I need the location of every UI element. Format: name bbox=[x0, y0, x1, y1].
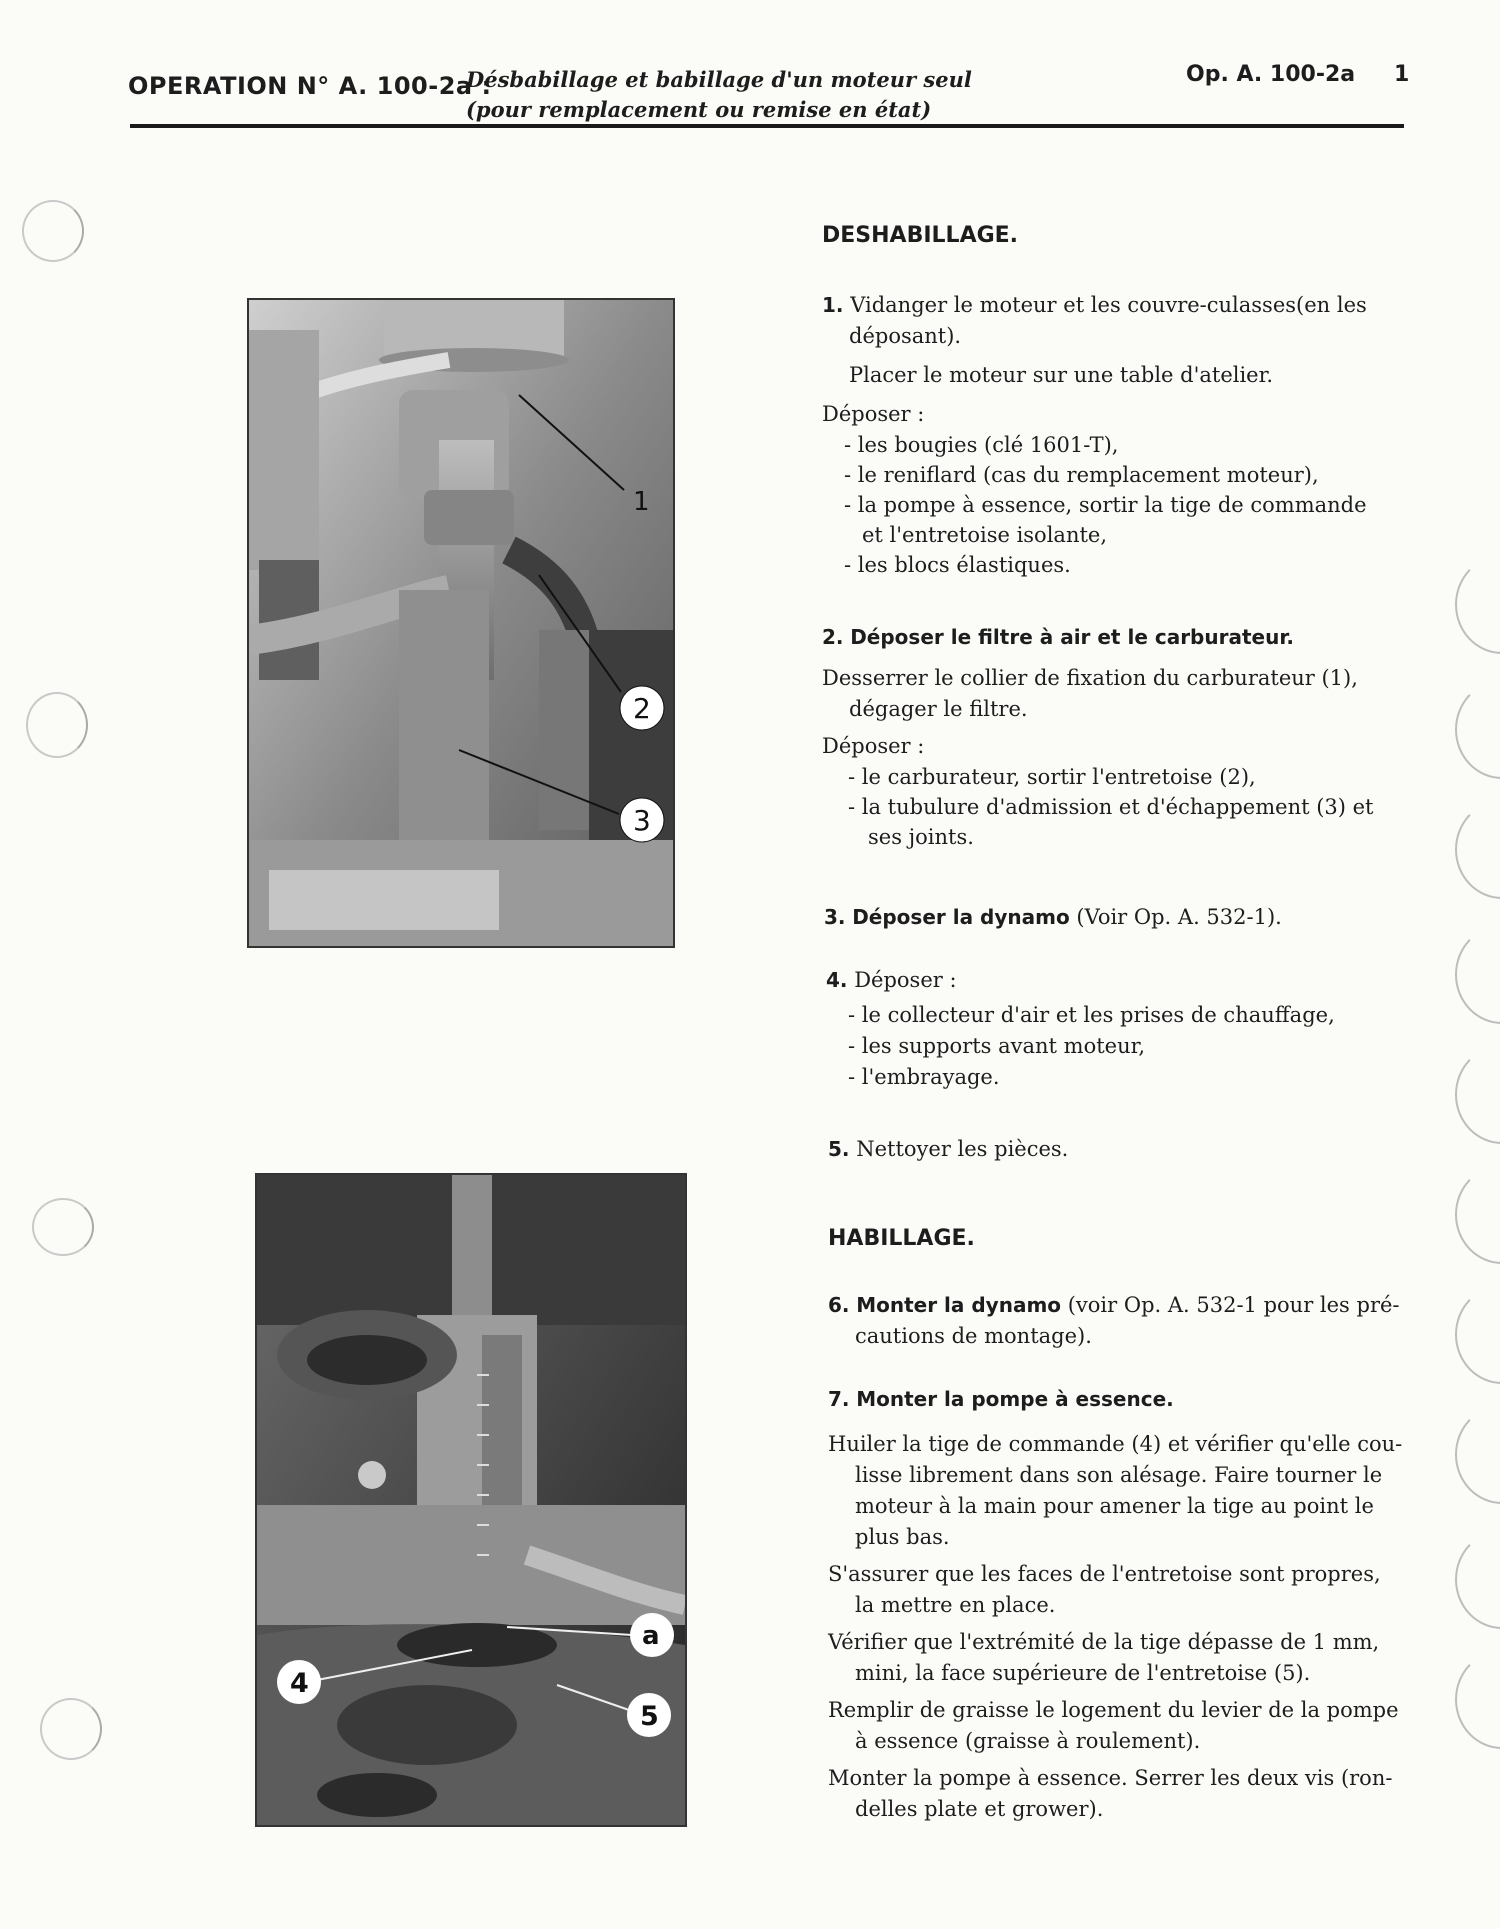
paragraph-line: delles plate et grower). bbox=[855, 1797, 1104, 1821]
step-4-bullet-list bbox=[826, 1000, 1406, 1093]
step-1-bullet-list bbox=[822, 430, 1402, 580]
paragraph-line: la mettre en place. bbox=[855, 1593, 1056, 1617]
step-3 bbox=[824, 902, 1404, 933]
binder-hole bbox=[22, 200, 84, 262]
step-2-deposer-label: Déposer : bbox=[822, 734, 925, 758]
paragraph-line: Huiler la tige de commande (4) et vérifier qu'elle cou- bbox=[828, 1432, 1403, 1456]
paragraph-line: moteur à la main pour amener la tige au point le bbox=[855, 1494, 1374, 1518]
operation-number: OPERATION N° A. 100-2a : bbox=[128, 72, 492, 100]
step-2-bullet-list bbox=[822, 762, 1402, 852]
callout-2: 2 bbox=[633, 692, 651, 725]
step-7-paragraph bbox=[828, 1763, 1428, 1825]
section-title-habillage: HABILLAGE. bbox=[828, 1226, 975, 1251]
step-1-text-3: Placer le moteur sur une table d'atelier. bbox=[849, 363, 1274, 387]
step-7-paragraph bbox=[828, 1559, 1428, 1621]
list-item: - le collecteur d'air et les prises de chauffage, bbox=[848, 1003, 1335, 1027]
step-3-text: (Voir Op. A. 532-1). bbox=[1076, 905, 1282, 929]
callout-3: 3 bbox=[633, 804, 651, 837]
paragraph-line: Monter la pompe à essence. Serrer les deux vis (ron- bbox=[828, 1766, 1393, 1790]
index-tab-arc bbox=[1455, 1285, 1500, 1384]
binder-hole bbox=[26, 692, 88, 758]
index-tab-arc bbox=[1455, 1165, 1500, 1264]
step-3-title: Déposer la dynamo bbox=[852, 905, 1070, 929]
step-1-line bbox=[822, 290, 1402, 321]
step-6 bbox=[828, 1290, 1408, 1352]
step-number: 1. bbox=[822, 293, 844, 317]
list-item: - la tubulure d'admission et d'échappement (3) et bbox=[848, 795, 1374, 819]
step-1-text-continued: déposant). bbox=[849, 324, 962, 348]
step-7-paragraph bbox=[828, 1429, 1428, 1553]
step-6-title: Monter la dynamo bbox=[856, 1293, 1062, 1317]
callout-5: 5 bbox=[640, 1701, 659, 1732]
binder-hole bbox=[40, 1698, 102, 1760]
callout-1: 1 bbox=[633, 487, 650, 517]
step-2-title: Déposer le filtre à air et le carburateur. bbox=[850, 625, 1294, 649]
step-7-paragraph bbox=[828, 1695, 1428, 1757]
step-1-text: Vidanger le moteur et les couvre-culasses(en les bbox=[850, 293, 1367, 317]
step-1 bbox=[822, 290, 1402, 580]
list-item: - l'embrayage. bbox=[848, 1065, 1000, 1089]
paragraph-line: S'assurer que les faces de l'entretoise sont propres, bbox=[828, 1562, 1381, 1586]
step-7-paragraph bbox=[828, 1627, 1428, 1689]
page-number: 1 bbox=[1394, 62, 1410, 87]
section-title-deshabillage: DESHABILLAGE. bbox=[822, 223, 1019, 248]
list-item: et l'entretoise isolante, bbox=[862, 523, 1108, 547]
step-4-text: Déposer : bbox=[854, 968, 957, 992]
paragraph-line: à essence (graisse à roulement). bbox=[855, 1729, 1201, 1753]
step-5-text: Nettoyer les pièces. bbox=[856, 1137, 1069, 1161]
figure-fuel-pump-gauge-photo bbox=[255, 1173, 687, 1827]
step-7 bbox=[828, 1384, 1428, 1825]
index-tab-arc bbox=[1455, 800, 1500, 899]
step-7-title: Monter la pompe à essence. bbox=[856, 1387, 1174, 1411]
list-item: - les supports avant moteur, bbox=[848, 1034, 1146, 1058]
paragraph-line: plus bas. bbox=[855, 1525, 950, 1549]
list-item: ses joints. bbox=[868, 825, 974, 849]
index-tab-arc bbox=[1455, 555, 1500, 654]
list-item: - la pompe à essence, sortir la tige de commande bbox=[844, 493, 1367, 517]
list-item: - le carburateur, sortir l'entretoise (2), bbox=[848, 765, 1256, 789]
step-6-text: (voir Op. A. 532-1 pour les pré- bbox=[1067, 1293, 1400, 1317]
operation-title: Désbabillage et babillage d'un moteur seul bbox=[466, 67, 972, 92]
step-number: 4. bbox=[826, 968, 848, 992]
index-tab-arc bbox=[1455, 1650, 1500, 1749]
step-number: 3. bbox=[824, 905, 846, 929]
list-item: - les bougies (clé 1601-T), bbox=[844, 433, 1119, 457]
step-5 bbox=[828, 1134, 1408, 1165]
paragraph-line: lisse librement dans son alésage. Faire tourner le bbox=[855, 1463, 1383, 1487]
index-tab-arc bbox=[1455, 1530, 1500, 1629]
binder-hole bbox=[32, 1198, 94, 1256]
step-2-text: Desserrer le collier de fixation du carburateur (1), bbox=[822, 666, 1358, 690]
index-tab-arc bbox=[1455, 680, 1500, 779]
step-number: 5. bbox=[828, 1137, 850, 1161]
index-tab-arc bbox=[1455, 1405, 1500, 1504]
step-2 bbox=[822, 622, 1402, 852]
list-item: - les blocs élastiques. bbox=[844, 553, 1071, 577]
operation-reference: Op. A. 100-2a bbox=[1186, 62, 1356, 87]
header-rule bbox=[130, 124, 1404, 128]
index-tab-arc bbox=[1455, 925, 1500, 1024]
step-6-text-continued: cautions de montage). bbox=[855, 1324, 1092, 1348]
step-2-text-continued: dégager le filtre. bbox=[849, 697, 1028, 721]
index-tab-arc bbox=[1455, 1045, 1500, 1144]
paragraph-line: Vérifier que l'extrémité de la tige dépasse de 1 mm, bbox=[828, 1630, 1380, 1654]
step-1-deposer-label: Déposer : bbox=[822, 402, 925, 426]
operation-subtitle: (pour remplacement ou remise en état) bbox=[466, 97, 932, 122]
step-4 bbox=[826, 965, 1406, 1093]
paragraph-line: Remplir de graisse le logement du levier de la pompe bbox=[828, 1698, 1399, 1722]
paragraph-line: mini, la face supérieure de l'entretoise (5). bbox=[855, 1661, 1311, 1685]
figure-carburetor-photo bbox=[247, 298, 675, 948]
step-number: 7. bbox=[828, 1387, 850, 1411]
list-item: - le reniflard (cas du remplacement moteur), bbox=[844, 463, 1319, 487]
step-number: 6. bbox=[828, 1293, 850, 1317]
callout-a: a bbox=[642, 1621, 660, 1651]
callout-4: 4 bbox=[290, 1668, 309, 1699]
step-number: 2. bbox=[822, 625, 844, 649]
